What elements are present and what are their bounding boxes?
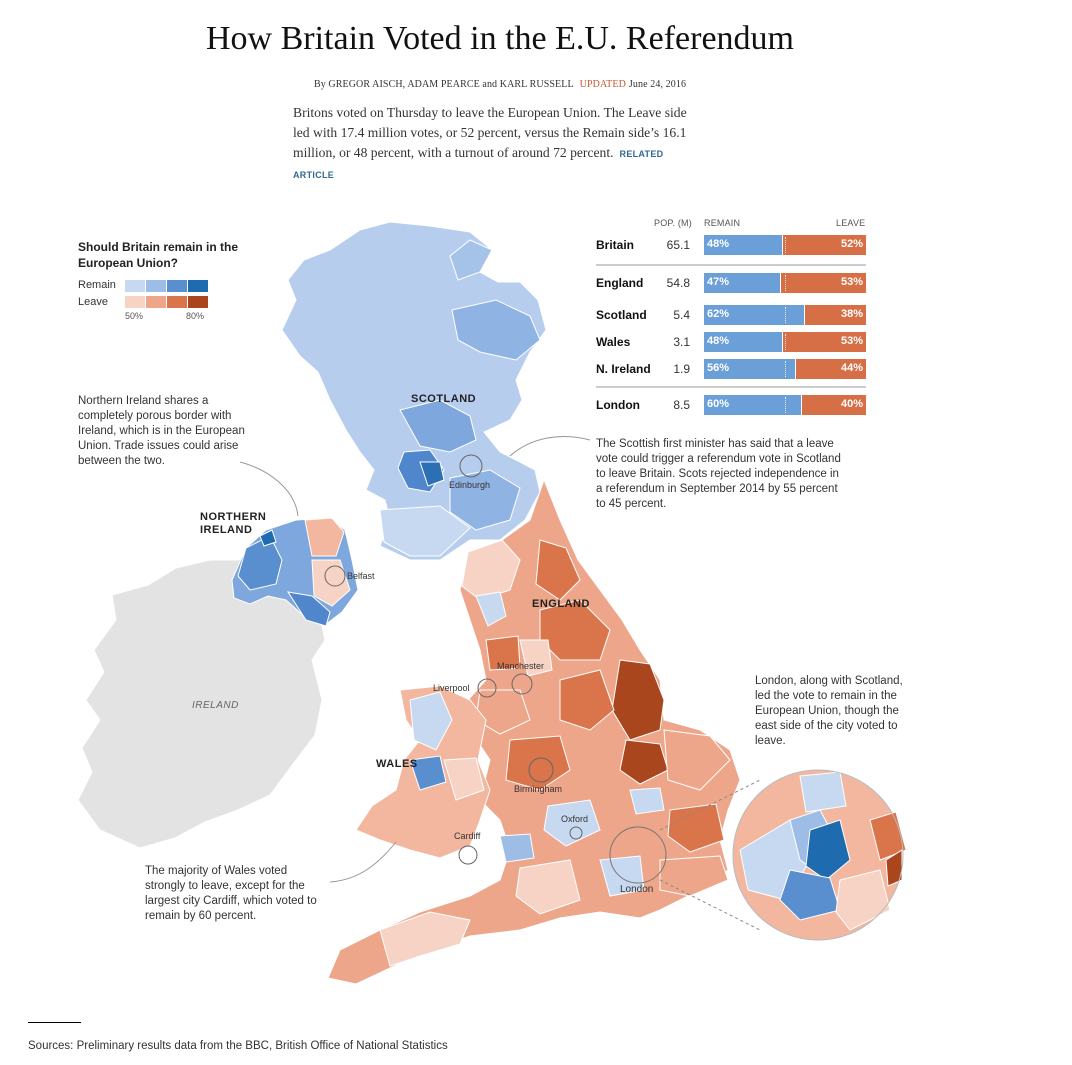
- row-name: N. Ireland: [596, 362, 651, 376]
- northern-ireland-label-2: IRELAND: [200, 524, 253, 536]
- legend-remain-label: Remain: [78, 279, 116, 291]
- row-pop: 1.9: [673, 362, 690, 376]
- legend-tick-high: 80%: [186, 311, 205, 321]
- leave-value: 44%: [840, 362, 863, 374]
- legend-remain-swatch-2: [146, 280, 166, 292]
- wales-annotation-arrow: [330, 842, 396, 882]
- district-kent: [660, 856, 728, 896]
- london-label: London: [620, 884, 654, 895]
- leave-value: 52%: [840, 238, 863, 250]
- london-inset-north: [800, 772, 846, 812]
- col-header-leave: LEAVE: [836, 218, 866, 228]
- table-row: [596, 273, 868, 293]
- oxford-label: Oxford: [561, 814, 589, 824]
- birmingham-label: Birmingham: [514, 784, 563, 794]
- cardiff-circle: [459, 846, 477, 864]
- intro-text: Britons voted on Thursday to leave the European Union. The Leave side led with 17.4 million votes, or 52 percent, versus the Remain side’s 16.1 million, or 48 percent, with a turnout of around 72 percent.: [293, 105, 687, 160]
- scotland-annotation-arrow: [510, 437, 590, 456]
- leave-value: 40%: [840, 398, 863, 410]
- table-row: [596, 359, 868, 379]
- table-row: [596, 332, 868, 352]
- cardiff-label: Cardiff: [454, 831, 481, 841]
- legend-remain-swatch-4: [188, 280, 208, 292]
- ni-district-east: [305, 518, 344, 556]
- midpoint-marker: [785, 275, 786, 291]
- legend-leave-swatch-3: [167, 296, 187, 308]
- legend-leave-label: Leave: [78, 296, 108, 308]
- midpoint-marker: [785, 307, 786, 323]
- leave-value: 38%: [840, 308, 863, 320]
- london-inset-south-east: [836, 870, 890, 930]
- row-name: Scotland: [596, 308, 647, 322]
- midpoint-marker: [785, 237, 786, 253]
- row-name: Britain: [596, 238, 635, 252]
- row-pop: 5.4: [673, 308, 690, 322]
- remain-value: 48%: [707, 238, 730, 250]
- row-pop: 65.1: [666, 238, 690, 252]
- leave-value: 53%: [840, 335, 863, 347]
- row-name: Wales: [596, 335, 631, 349]
- sources-text: Sources: Preliminary results data from the BBC, British Office of National Statistics: [28, 1040, 448, 1052]
- legend-tick-low: 50%: [125, 311, 144, 321]
- byline-authors: By GREGOR AISCH, ADAM PEARCE and KARL RUSSELL: [313, 79, 574, 90]
- district-cambridge: [630, 788, 664, 814]
- midpoint-marker: [785, 361, 786, 377]
- legend-title: Should Britain remain in the European Union?: [78, 240, 239, 270]
- page-title: How Britain Voted in the E.U. Referendum: [206, 20, 794, 57]
- results-table: [596, 218, 868, 418]
- remain-value: 48%: [707, 335, 730, 347]
- row-pop: 8.5: [673, 398, 690, 412]
- england-label: ENGLAND: [532, 598, 590, 610]
- remain-value: 47%: [707, 276, 730, 288]
- legend-leave-swatch-2: [146, 296, 166, 308]
- belfast-label: Belfast: [347, 571, 375, 581]
- annotation-london: London, along with Scotland, led the vote to remain in the European Union, though the east side of the city voted to leave.: [755, 675, 903, 747]
- updated-label: UPDATED: [579, 79, 626, 90]
- table-row: [596, 395, 868, 415]
- midpoint-marker: [785, 397, 786, 413]
- remain-value: 62%: [707, 308, 730, 320]
- annotation-wales: The majority of Wales voted strongly to leave, except for the largest city Cardiff, which voted to remain by 60 percent.: [145, 865, 317, 922]
- ireland-label: IRELAND: [192, 700, 239, 711]
- table-row: [596, 305, 868, 325]
- annotation-northern-ireland: Northern Ireland shares a completely porous border with Ireland, which is in the European Union. Trade issues could arise between the two.: [78, 395, 245, 467]
- midpoint-marker: [785, 334, 786, 350]
- table-divider: [596, 386, 866, 388]
- related-article-link[interactable]: RELATED ARTICLE: [293, 149, 664, 180]
- liverpool-label: Liverpool: [433, 683, 470, 693]
- scotland-label: SCOTLAND: [411, 393, 477, 405]
- district-bristol: [500, 834, 534, 862]
- row-pop: 3.1: [673, 335, 690, 349]
- edinburgh-label: Edinburgh: [449, 480, 491, 490]
- legend-leave-swatch-1: [125, 296, 145, 308]
- remain-value: 56%: [707, 362, 730, 374]
- legend-remain-scale: [125, 280, 209, 292]
- row-name: England: [596, 276, 644, 290]
- remain-value: 60%: [707, 398, 730, 410]
- col-header-pop: POP. (M): [654, 218, 692, 228]
- wales-label: WALES: [376, 758, 418, 770]
- table-divider: [596, 264, 866, 266]
- legend-leave-scale: [125, 296, 209, 308]
- legend-remain-swatch-3: [167, 280, 187, 292]
- updated-date: June 24, 2016: [628, 79, 687, 90]
- annotation-scotland: The Scottish first minister has said that a leave vote could trigger a referendum vote in Scotland to leave Britain. Scots rejected independence in a referendum in September 2014 by 55 percent to 45 percent.: [596, 438, 841, 510]
- table-row: [596, 235, 868, 255]
- district-devon: [380, 912, 470, 966]
- legend-leave-swatch-4: [188, 296, 208, 308]
- row-pop: 54.8: [666, 276, 690, 290]
- ni-annotation-arrow: [240, 462, 298, 516]
- northern-ireland-label-1: NORTHERN: [200, 511, 267, 523]
- legend-remain-swatch-1: [125, 280, 145, 292]
- leave-value: 53%: [840, 276, 863, 288]
- manchester-label: Manchester: [497, 661, 545, 671]
- sources-rule: [28, 1022, 81, 1023]
- col-header-remain: REMAIN: [704, 218, 741, 228]
- row-name: London: [596, 398, 640, 412]
